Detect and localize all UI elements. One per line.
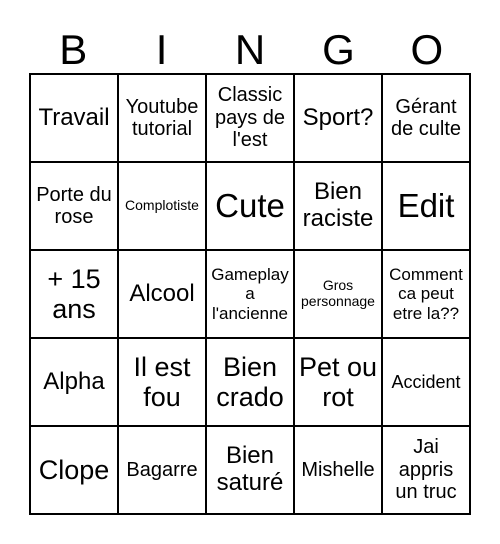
bingo-cell[interactable]: Jai appris un truc — [382, 426, 470, 514]
bingo-cell[interactable]: Edit — [382, 162, 470, 250]
bingo-cell[interactable]: Classic pays de l'est — [206, 74, 294, 162]
bingo-cell[interactable]: Clope — [30, 426, 118, 514]
bingo-cell[interactable]: Gameplay a l'ancienne — [206, 250, 294, 338]
bingo-cell[interactable]: + 15 ans — [30, 250, 118, 338]
bingo-card — [29, 73, 471, 515]
bingo-cell[interactable]: Sport? — [294, 74, 382, 162]
bingo-cell[interactable]: Bagarre — [118, 426, 206, 514]
bingo-cell[interactable]: Gros personnage — [294, 250, 382, 338]
bingo-cell[interactable]: Bien raciste — [294, 162, 382, 250]
header-letter-g: G — [322, 26, 355, 73]
header-letter-n: N — [234, 26, 266, 73]
header-letter-b: B — [59, 26, 88, 73]
bingo-cell[interactable]: Gérant de culte — [382, 74, 470, 162]
bingo-cell[interactable]: Alcool — [118, 250, 206, 338]
bingo-cell[interactable]: Accident — [382, 338, 470, 426]
bingo-cell[interactable]: Il est fou — [118, 338, 206, 426]
bingo-cell[interactable]: Alpha — [30, 338, 118, 426]
bingo-cell[interactable]: Porte du rose — [30, 162, 118, 250]
header-letter-i: I — [155, 26, 168, 73]
bingo-header — [29, 28, 471, 72]
bingo-cell[interactable]: Mishelle — [294, 426, 382, 514]
bingo-cell[interactable]: Pet ou rot — [294, 338, 382, 426]
header-letter-o: O — [410, 26, 444, 73]
bingo-cell[interactable]: Travail — [30, 74, 118, 162]
bingo-cell[interactable]: Youtube tutorial — [118, 74, 206, 162]
bingo-cell[interactable]: Complotiste — [118, 162, 206, 250]
bingo-cell[interactable]: Bien crado — [206, 338, 294, 426]
bingo-cell[interactable]: Cute — [206, 162, 294, 250]
bingo-cell[interactable]: Comment ca peut etre la?? — [382, 250, 470, 338]
bingo-cell[interactable]: Bien saturé — [206, 426, 294, 514]
